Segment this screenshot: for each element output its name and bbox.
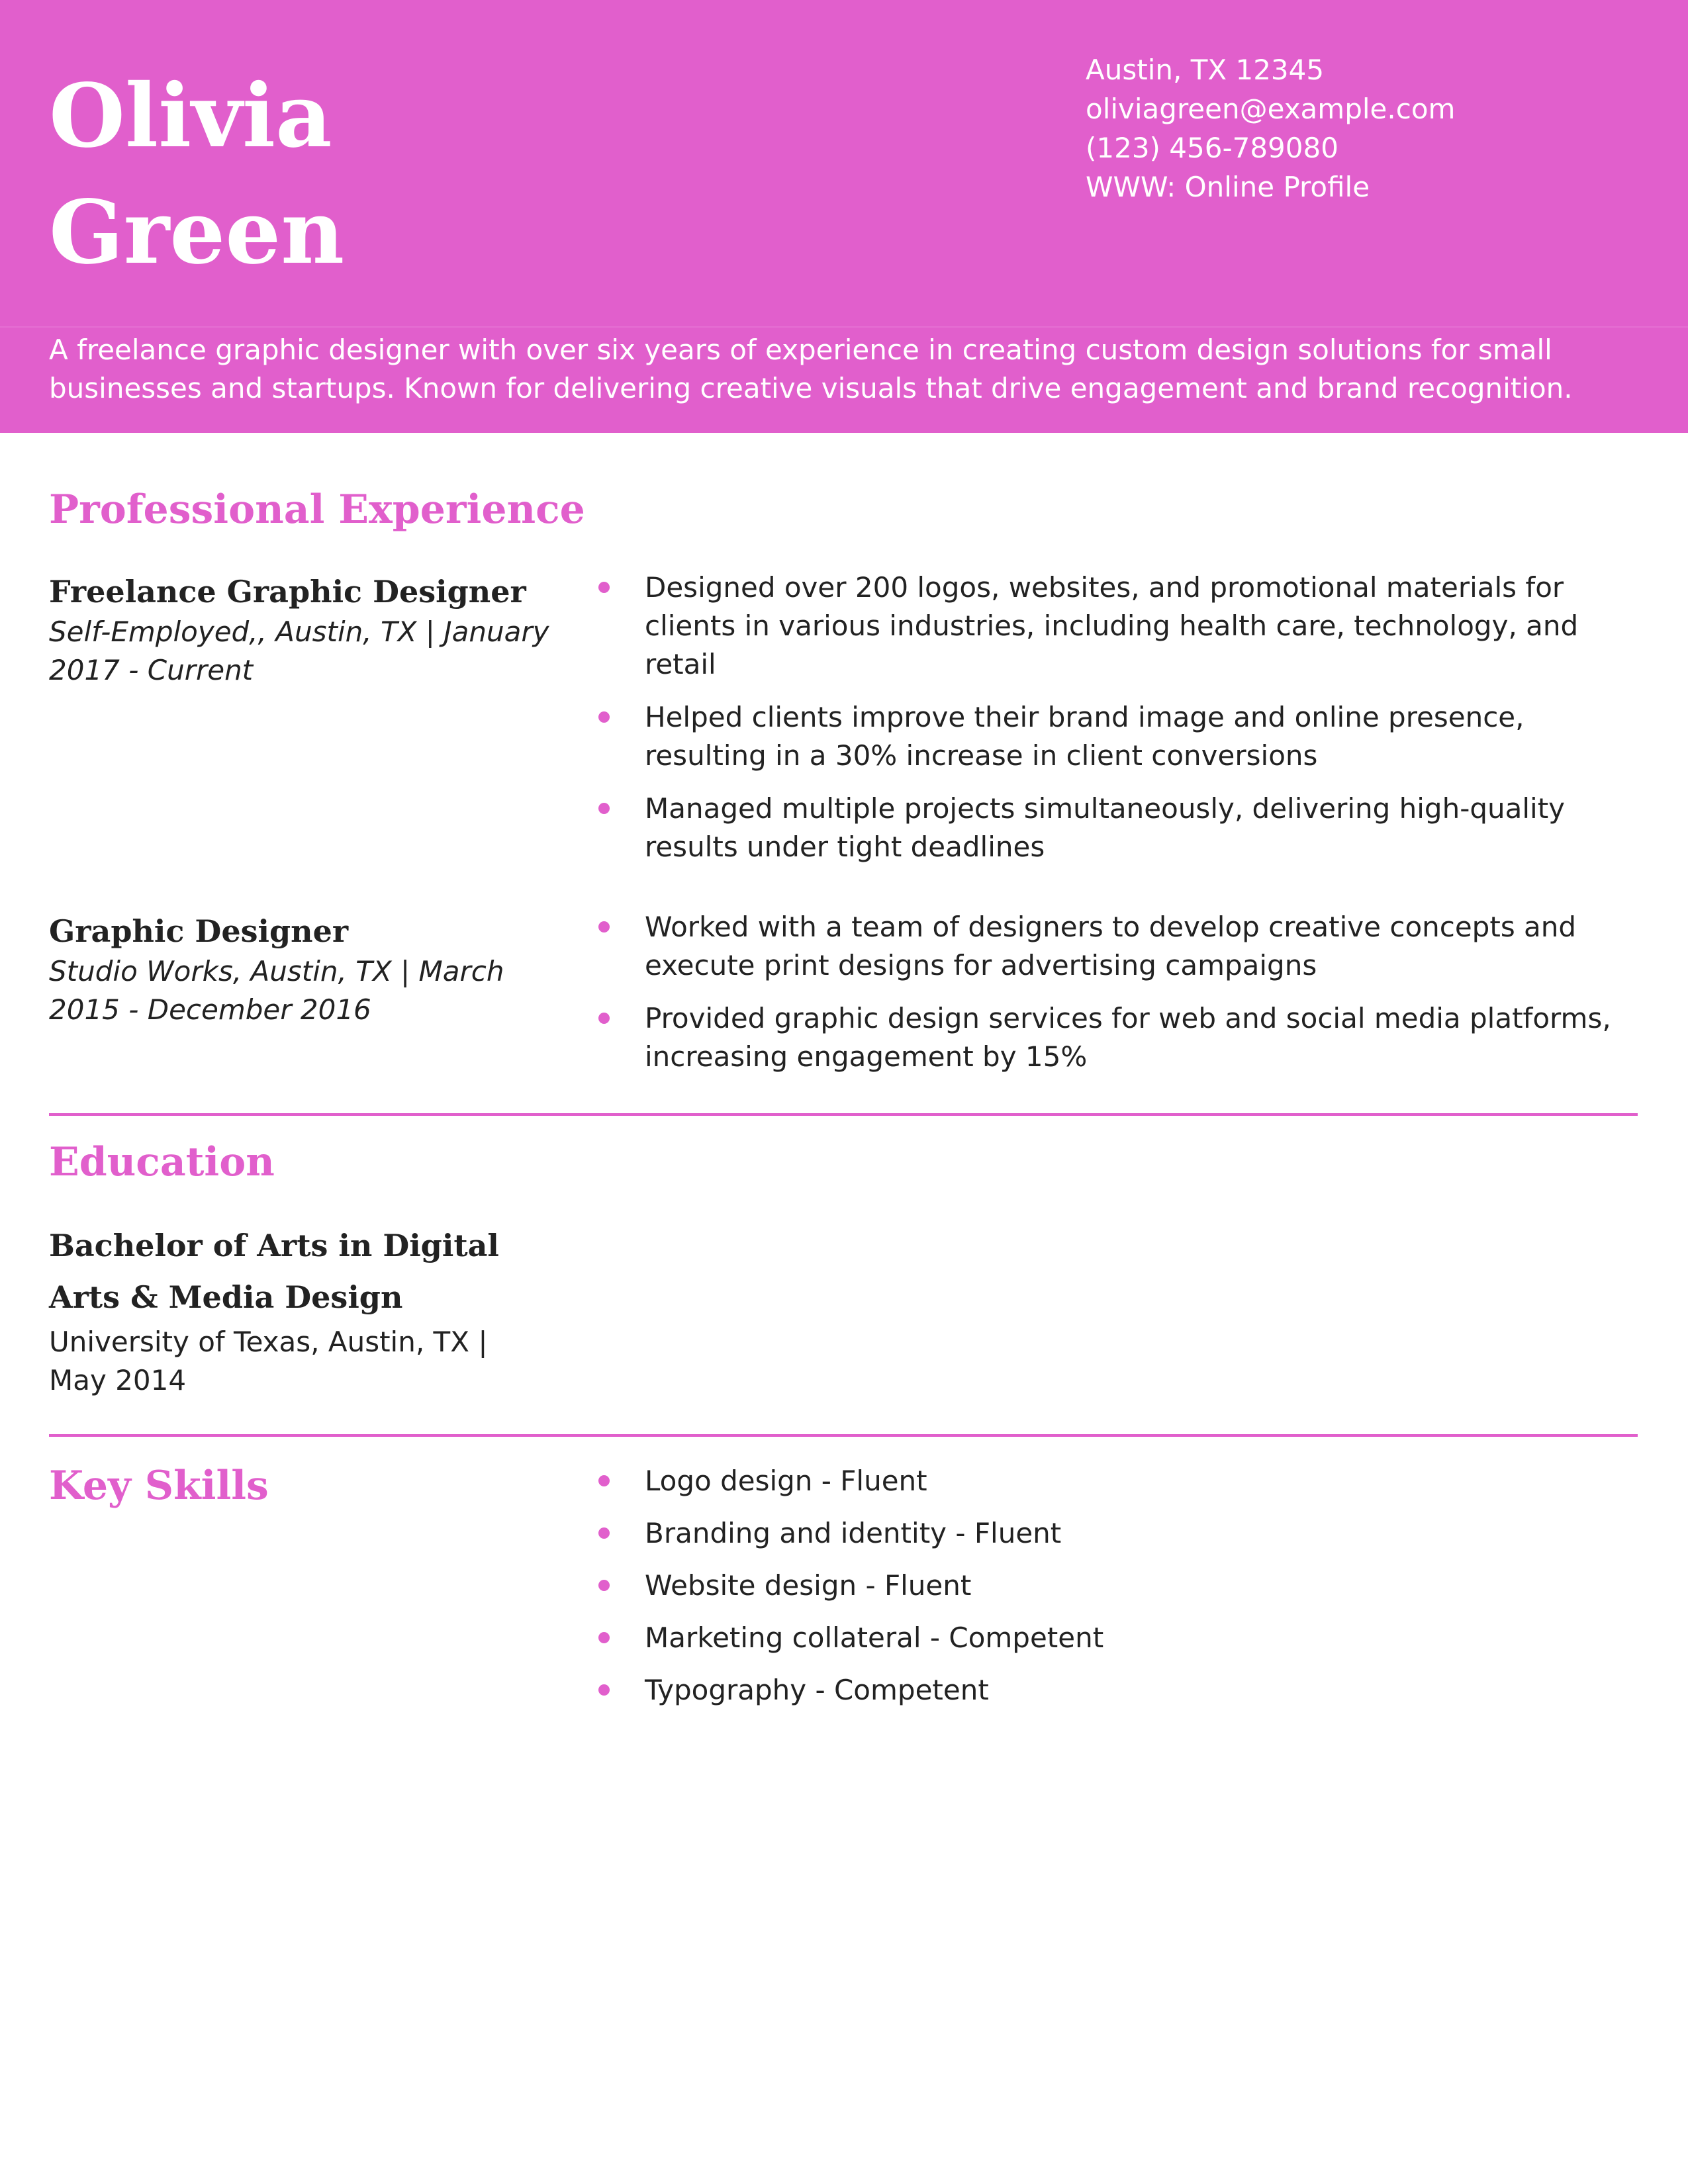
list-item [645, 1619, 1631, 1657]
bullet-text: Designed over 200 logos, websites, and promotional materials for clients in various industries, including health care, technology, and retail [645, 571, 1579, 680]
degree-title: Bachelor of Arts in Digital Arts & Media Design [49, 1228, 499, 1315]
skill-text: Logo design - Fluent [645, 1465, 927, 1497]
last-name: Green [49, 181, 345, 284]
list-item [645, 1514, 1631, 1553]
first-name: Olivia [49, 65, 332, 167]
skill-text: Typography - Competent [645, 1674, 989, 1706]
bullet-text: Helped clients improve their brand image and online presence, resulting in a 30% increase in client conversions [645, 701, 1524, 772]
job-info [49, 910, 552, 1029]
bullet-dot-icon [598, 921, 610, 933]
education-meta: University of Texas, Austin, TX | May 2014 [49, 1326, 488, 1396]
bullet-text: Provided graphic design services for web and social media platforms, increasing engagement by 15% [645, 1002, 1611, 1073]
contact-location: Austin, TX 12345 [1086, 54, 1325, 86]
list-item [645, 1671, 1631, 1709]
skills-section-title: Key Skills [49, 1463, 269, 1509]
contact-phone: (123) 456-789080 [1086, 132, 1338, 164]
skill-text: Marketing collateral - Competent [645, 1621, 1104, 1654]
job-meta: Studio Works, Austin, TX | March 2015 - December 2016 [49, 955, 504, 1026]
bullet-dot-icon [598, 1527, 610, 1539]
skills-list [645, 1462, 1631, 1723]
contact-website[interactable]: WWW: Online Profile [1086, 171, 1370, 203]
bullet-dot-icon [598, 1580, 610, 1591]
bullet-dot-icon [598, 582, 610, 593]
bullet-dot-icon [598, 1475, 610, 1486]
bullet-dot-icon [598, 803, 610, 814]
list-item [645, 790, 1631, 866]
bullet-dot-icon [598, 1684, 610, 1696]
contact-email[interactable]: oliviagreen@example.com [1086, 93, 1456, 125]
list-item [645, 569, 1631, 684]
section-divider [49, 1113, 1638, 1116]
job-title: Freelance Graphic Designer [49, 574, 526, 610]
list-item [645, 698, 1631, 775]
professional-summary: A freelance graphic designer with over six years of experience in creating custom design solutions for small businesses and startups. Known for delivering creative visuals that drive engagement and brand recognition. [49, 334, 1573, 404]
bullet-text: Managed multiple projects simultaneously, delivering high-quality results under tight deadlines [645, 792, 1566, 863]
section-divider [49, 1434, 1638, 1437]
job-title: Graphic Designer [49, 913, 349, 949]
skill-text: Branding and identity - Fluent [645, 1517, 1062, 1549]
list-item [645, 908, 1631, 985]
job-meta: Self-Employed,, Austin, TX | January 2017 - Current [49, 615, 549, 686]
job-achievements [645, 908, 1631, 1091]
candidate-name [49, 58, 344, 291]
bullet-dot-icon [598, 1013, 610, 1024]
contact-info [1086, 50, 1455, 206]
job-info [49, 570, 552, 690]
list-item [645, 999, 1631, 1076]
list-item [645, 1567, 1631, 1605]
header-divider [0, 326, 1688, 328]
skill-text: Website design - Fluent [645, 1569, 972, 1602]
education-info [49, 1220, 552, 1400]
experience-section-title: Professional Experience [49, 486, 585, 533]
job-achievements [645, 569, 1631, 881]
list-item [645, 1462, 1631, 1500]
bullet-dot-icon [598, 1632, 610, 1643]
bullet-dot-icon [598, 711, 610, 723]
bullet-text: Worked with a team of designers to develop creative concepts and execute print designs for advertising campaigns [645, 911, 1577, 981]
education-section-title: Education [49, 1139, 275, 1185]
